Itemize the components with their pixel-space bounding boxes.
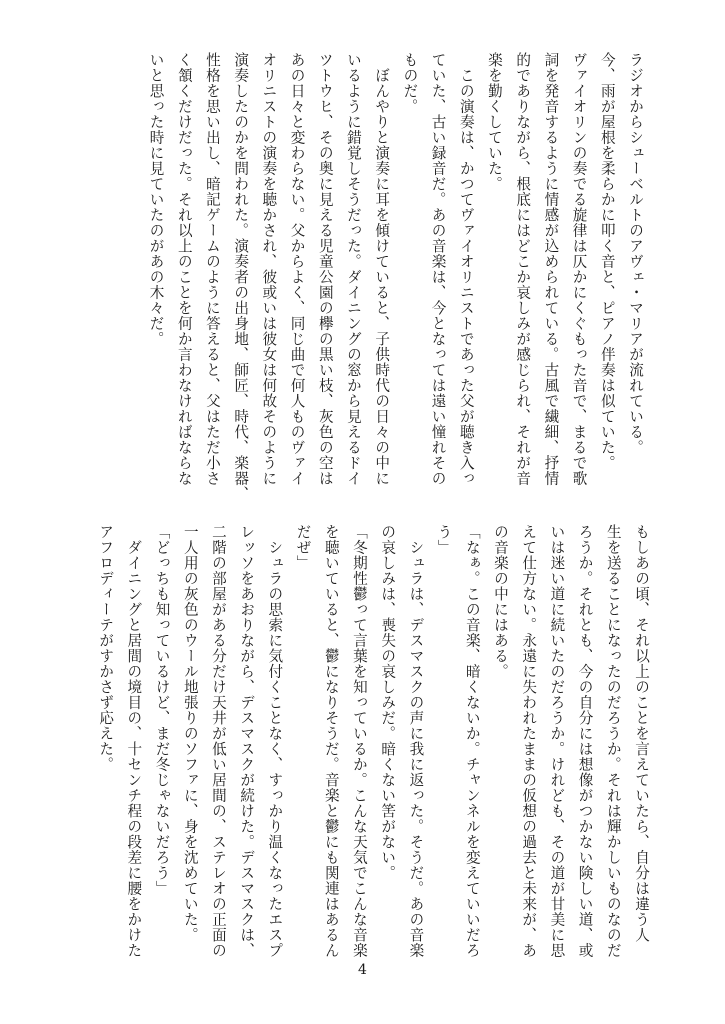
text-line: アフロディーテがすかさず応えた。 <box>97 524 115 772</box>
text-line: 詞を発音するように情感が込められている。古風で繊細、抒情 <box>542 52 560 486</box>
text-line: ぼんやりと演奏に耳を傾けていると、子供時代の日々の中に <box>373 52 391 486</box>
text-line: シュラの思索に気付くことなく、すっかり温くなったエスプ <box>266 524 284 958</box>
text-line: の哀しみは、喪失の哀しみだ。暗くない筈がない。 <box>379 524 397 881</box>
text-line: この演奏は、かつてヴァイオリニストであった父が聴き入っ <box>457 52 475 486</box>
text-line: う」 <box>435 524 453 555</box>
text-line: の音楽の中にはある。 <box>491 524 509 679</box>
text-line: いと思った時に見ていたのがあの木々だ。 <box>147 52 165 347</box>
text-line: いるように錯覚しそうだった。ダイニングの窓から見えるドイ <box>344 52 362 486</box>
text-line: ダイニングと居間の境目の、十センチ程の段差に腰をかけた <box>125 524 143 958</box>
lower-text-block <box>91 524 655 958</box>
text-line: オリニストの演奏を聴かされ、彼或いは彼女は何故そのように <box>260 52 278 486</box>
text-line: ものだ。 <box>401 52 419 114</box>
text-line: ろうか。それとも、今の自分には想像がつかない険しい道、或 <box>576 524 594 958</box>
text-line: ツトウヒ、その奥に見える児童公園の欅の黒い枝、灰色の空は <box>316 52 334 486</box>
text-line: く頷くだけだった。それ以上のことを何か言わなければならな <box>175 52 193 486</box>
text-line: もしあの頃、それ以上のことを言えていたら、自分は違う人 <box>633 524 650 943</box>
text-line: だぜ」 <box>294 524 312 571</box>
text-line: ていた、古い録音だ。あの音楽は、今となっては遠い憧れその <box>429 52 447 486</box>
text-line: 「冬期性鬱って言葉を知っているか。こんな天気でこんな音楽 <box>350 524 368 958</box>
text-line: いは迷い道に続いたのだろうか。けれども、その道が甘美に思 <box>548 524 566 958</box>
text-line: レッソをあおりながら、デスマスクが続けた。デスマスクは、 <box>238 524 256 958</box>
text-line: えて仕方ない。永遠に失われたままの仮想の過去と未来が、あ <box>520 524 538 958</box>
text-line: 演奏したのかを問われた。演奏者の出身地、師匠、時代、楽器、 <box>232 52 250 502</box>
text-line: 一人用の灰色のウール地張りのソファに、身を沈めていた。 <box>181 524 199 943</box>
text-line: 生を送ることになったのだろうか。それは輝かしいものなのだ <box>604 524 622 958</box>
upper-text-block <box>141 52 649 502</box>
text-line: 二階の部屋がある分だけ天井が低い居間の、ステレオの正面の <box>209 524 227 958</box>
text-line: 性格を思い出し、暗記ゲームのように答えると、父はただ小さ <box>203 52 221 486</box>
text-line: あの日々と変わらない。父からよく、同じ曲で何人ものヴァイ <box>288 52 306 486</box>
text-line: 楽を勤くしていた。 <box>485 52 503 192</box>
text-line: 「どっちも知っているけど、まだ冬じゃないだろう」 <box>153 524 171 896</box>
text-line: を聴いていると、鬱になりそうだ。音楽と鬱にも関連はあるん <box>322 524 340 958</box>
text-line: ヴァイオリンの奏でる旋律は仄かにくぐもった音で、まるで歌 <box>570 52 588 486</box>
text-line: 今、雨が屋根を柔らかに叩く音と、ピアノ伴奏は似ていた。 <box>598 52 616 471</box>
text-line: シュラは、デスマスクの声に我に返った。そうだ。あの音楽 <box>407 524 425 958</box>
text-line: 的でありながら、根底にはどこか哀しみが感じられ、それが音 <box>514 52 532 486</box>
text-line: ラジオからシューベルトのアヴェ・マリアが流れている。 <box>627 52 644 455</box>
page-number: 4 <box>358 962 367 978</box>
text-line: 「なぁ。この音楽、暗くないか。チャンネルを変えていいだろ <box>463 524 481 958</box>
